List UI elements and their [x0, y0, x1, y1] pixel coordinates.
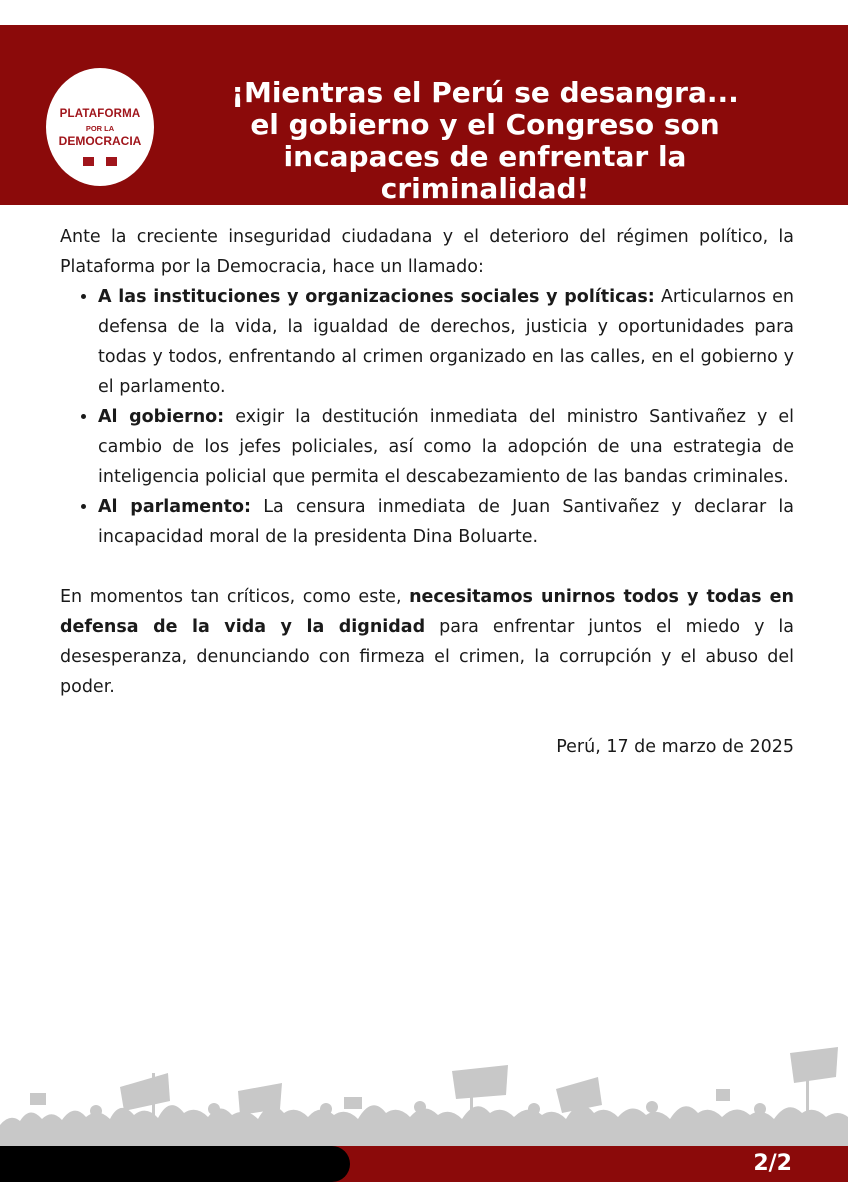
footer-accent — [0, 1146, 350, 1182]
item-text: Articularnos en defensa de la vida, la igualdad de derechos, justicia y oportunidades para todas y todos, enfrentando al crimen organizado en las calles, en el gobierno y el parlamento. — [98, 287, 794, 397]
headline-line: el gobierno y el Congreso son — [250, 108, 720, 141]
headline-line: ¡Mientras el Perú se desangra... — [231, 76, 739, 109]
list-item — [98, 282, 794, 402]
closing-text: para enfrentar juntos el miedo y la desesperanza, denunciando con firmeza el crimen, la corrupción y el abuso del poder. — [60, 617, 794, 697]
list-item — [98, 402, 794, 492]
logo-line-1: PLATAFORMA — [59, 108, 141, 120]
item-text: La censura inmediata de Juan Santivañez y declarar la incapacidad moral de la presidenta Dina Boluarte. — [98, 497, 795, 547]
plataforma-logo — [46, 68, 154, 186]
list-item — [98, 492, 794, 552]
logo-line-2: POR LA — [85, 124, 115, 133]
closing-text: En momentos tan críticos, como este, — [60, 587, 410, 607]
header-banner — [0, 25, 848, 205]
peru-flag-icon — [83, 157, 117, 166]
crowd-silhouette-illustration — [0, 1025, 848, 1160]
item-heading: Al gobierno: — [98, 407, 225, 427]
statement-body — [60, 222, 794, 762]
item-text: exigir la destitución inmediata del ministro Santivañez y el cambio de los jefes policiales, así como la adopción de una estrategia de inteligencia policial que permita el descabezamiento de las bandas criminales. — [98, 407, 794, 487]
date-line: Perú, 17 de marzo de 2025 — [556, 737, 794, 757]
item-heading: Al parlamento: — [98, 497, 252, 517]
closing-paragraph — [60, 582, 794, 702]
closing-emphasis: necesitamos unirnos todos y todas en defensa de la vida y la dignidad — [60, 587, 795, 637]
item-heading: A las instituciones y organizaciones sociales y políticas: — [98, 287, 655, 307]
headline-line: criminalidad! — [380, 172, 590, 205]
headline-line: incapaces de enfrentar la — [283, 140, 687, 173]
page-number: 2/2 — [753, 1151, 792, 1176]
demands-list — [60, 282, 794, 552]
headline — [190, 77, 780, 205]
intro-paragraph: Ante la creciente inseguridad ciudadana y el deterioro del régimen político, la Plataforma por la Democracia, hace un llamado: — [60, 227, 794, 277]
logo-line-3: DEMOCRACIA — [58, 134, 142, 148]
